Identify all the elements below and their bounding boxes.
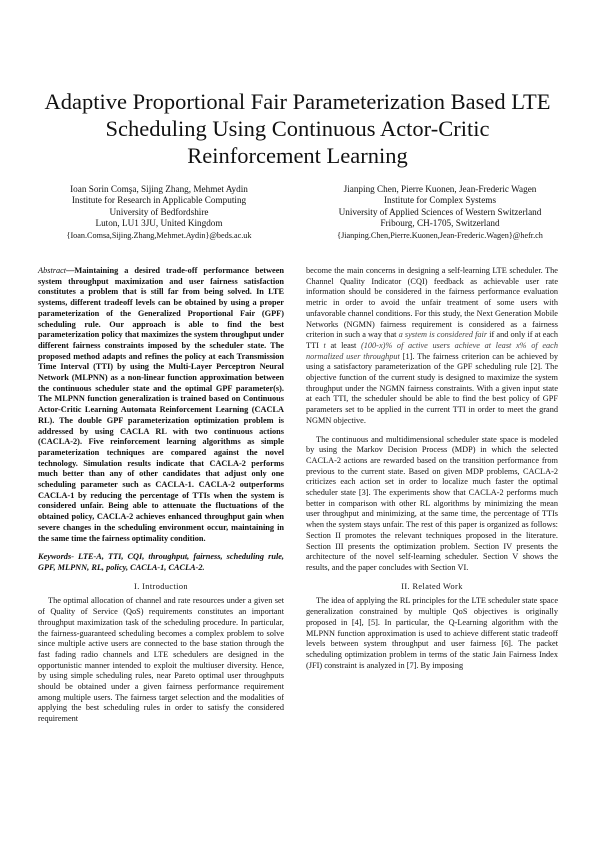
left-column: [38, 266, 284, 725]
author-names: Jianping Chen, Pierre Kuonen, Jean-Frederic Wagen: [343, 184, 537, 194]
author-city: Fribourg, CH-1705, Switzerland: [380, 218, 500, 229]
author-university: University of Applied Sciences of Western Switzerland: [338, 206, 542, 217]
author-email: {Jianping.Chen,Pierre.Kuonen,Jean-Frederic.Wagen}@hefr.ch: [337, 230, 543, 240]
section-heading-related-work: II. Related Work: [401, 581, 463, 591]
author-institute: Institute for Complex Systems: [383, 195, 497, 206]
right-paragraph-3: The idea of applying the RL principles for the LTE scheduler state space generalization constrained by multiple QoS objectives is originally proposed in [4], [5]. In particular, the Q-Learning algorithm with the MLPNN function approximation is used to achieve different static tradeoff levels between system throughput and user fairness [6]. The packet scheduling optimization problem in terms of the static Jain Fairness Index (JFI) constraint is analyzed in [7]. By imposing: [306, 596, 558, 670]
author-university: University of Bedfordshire: [109, 206, 209, 217]
section-heading-introduction: I. Introduction: [134, 581, 188, 591]
text-run: [1]. The fairness criterion can be achieved by using a satisfactory parameterization of the GPF scheduling rule [2]. The objective function of the current study is designed to maximize the system throughput under the NGMN fairness constraints. With a given input state at each TTI, the scheduler should be able to find the best policy of GPF parameters set to be applied in the current TTI in order to meet the grand NGMN objective.: [306, 351, 559, 425]
author-email: {Ioan.Comsa,Sijing.Zhang,Mehmet.Aydin}@beds.ac.uk: [66, 230, 252, 240]
right-paragraph-1: [306, 266, 558, 427]
author-names: Ioan Sorin Comşa, Sijing Zhang, Mehmet Aydin: [70, 184, 248, 194]
author-block-right: [306, 184, 574, 241]
abstract-text: —Maintaining a desired trade-off performance between system throughput maximization and user fairness satisfaction constitutes a problem that is still far from being solved. In LTE systems, different tradeoff levels can be obtained by using a proper parameterization of the Generalized Proportional Fair (GPF) scheduling rule. Our approach is able to find the best parameterization policy that maximizes the system throughput under different fairness constraints imposed by the scheduler state. The proposed method adapts and refines the policy at each Transmission Time Interval (TTI) by using the Multi-Layer Perceptron Neural Network (MLPNN) as a non-linear function approximation between the continuous scheduler state and the optimal GPF parameter(s). The MLPNN function generalization is trained based on Continuous Actor-Critic Learning Automata Reinforcement Learning (CACLA RL). The double GPF parameterization optimization problem is addressed by using CACLA RL with two continuous actions (CACLA-2). Five reinforcement learning algorithms as simple parameterization techniques are compared against the novel technology. Simulation results indicate that CACLA-2 performs much better than any of other candidates that adjust only one scheduling parameter such as CACLA-1. CACLA-2 outperforms CACLA-1 by reducing the percentage of TTIs when the system is considered unfair. Being able to attenuate the fluctuations of the obtained policy, CACLA-2 achieves enhanced throughput gain when severe changes in the scheduling environment occur, maintaining in the same time the fairness optimality condition.: [38, 266, 284, 543]
text-run: become the main concerns in designing a self-learning LTE scheduler. The Channel Quality Indicator (CQI) feedback as achievable user rate information should be considered in the fairness performance evaluation metric in order to avoid the unfair treatment of some users with unfavorable channel conditions. For this study, the Next Generation Mobile Networks (NGMN) fairness requirement is considered as a fairness criterion in such a way that: [306, 266, 558, 340]
author-institute: Institute for Research in Applicable Computing: [71, 195, 247, 206]
keywords: Keywords- LTE-A, TTI, CQI, throughput, fairness, scheduling rule, GPF, MLPNN, RL, policy, CACLA-1, CACLA-2.: [38, 552, 284, 572]
abstract: [38, 266, 284, 544]
author-block-left: [36, 184, 282, 241]
paper-title: Adaptive Proportional Fair Parameterization Based LTE Scheduling Using Continuous Actor-Critic Reinforcement Learning: [44, 89, 551, 168]
text-run: if and only if at each TTI: [306, 330, 558, 350]
emphasis-run: a system is considered fair: [398, 330, 488, 340]
abstract-lead: Abstract: [38, 266, 67, 275]
text-run: at least: [325, 340, 361, 350]
emphasis-run: t: [323, 340, 326, 350]
right-paragraph-2: The continuous and multidimensional scheduler state space is modeled by using the Markov Decision Process (MDP) in which the selected CACLA-2 actions are rewarded based on the transition performance from previous to the current state. Based on given MDP problems, CACLA-2 criticizes each action set in order to localize much faster the optimal scheduler state [3]. The experiments show that CACLA-2 performs much better in comparison with other RL algorithms by minimizing the mean user throughput and minimizing, at the same time, the percentage of TTIs when the system stays unfair. The rest of this paper is organized as follows: Section II promotes the relevant techniques proposed in the literature. Section III presents the optimization problem. Section IV presents the architecture of the novel self-learning scheduler. Section V shows the results, and the paper concludes with Section VI.: [306, 434, 558, 572]
right-column: [306, 266, 558, 671]
emphasis-run: (100-x)% of active users achieve at least x% of each normalized user throughput: [306, 340, 558, 361]
author-city: Luton, LU1 3JU, United Kingdom: [95, 218, 223, 229]
intro-paragraph: The optimal allocation of channel and rate resources under a given set of Quality of Service (QoS) requirements constitutes an important throughput maximization task of the scheduling procedure. In particular, the fairness-guaranteed scheduling becomes a complex problem to solve since multiple active users are connected to the base station through the fast fading radio channels and LTE schedulers are designed in the opportunistic manner intended to exploit the multiuser diversity. Hence, by using simple scheduling rules, near Pareto optimal user throughputs should be obtained under a given fairness performance requirement among multiple users. The fairness target selection and the modalities of applying the best scheduling rules in order to satisfy the considered requirement: [38, 596, 284, 724]
